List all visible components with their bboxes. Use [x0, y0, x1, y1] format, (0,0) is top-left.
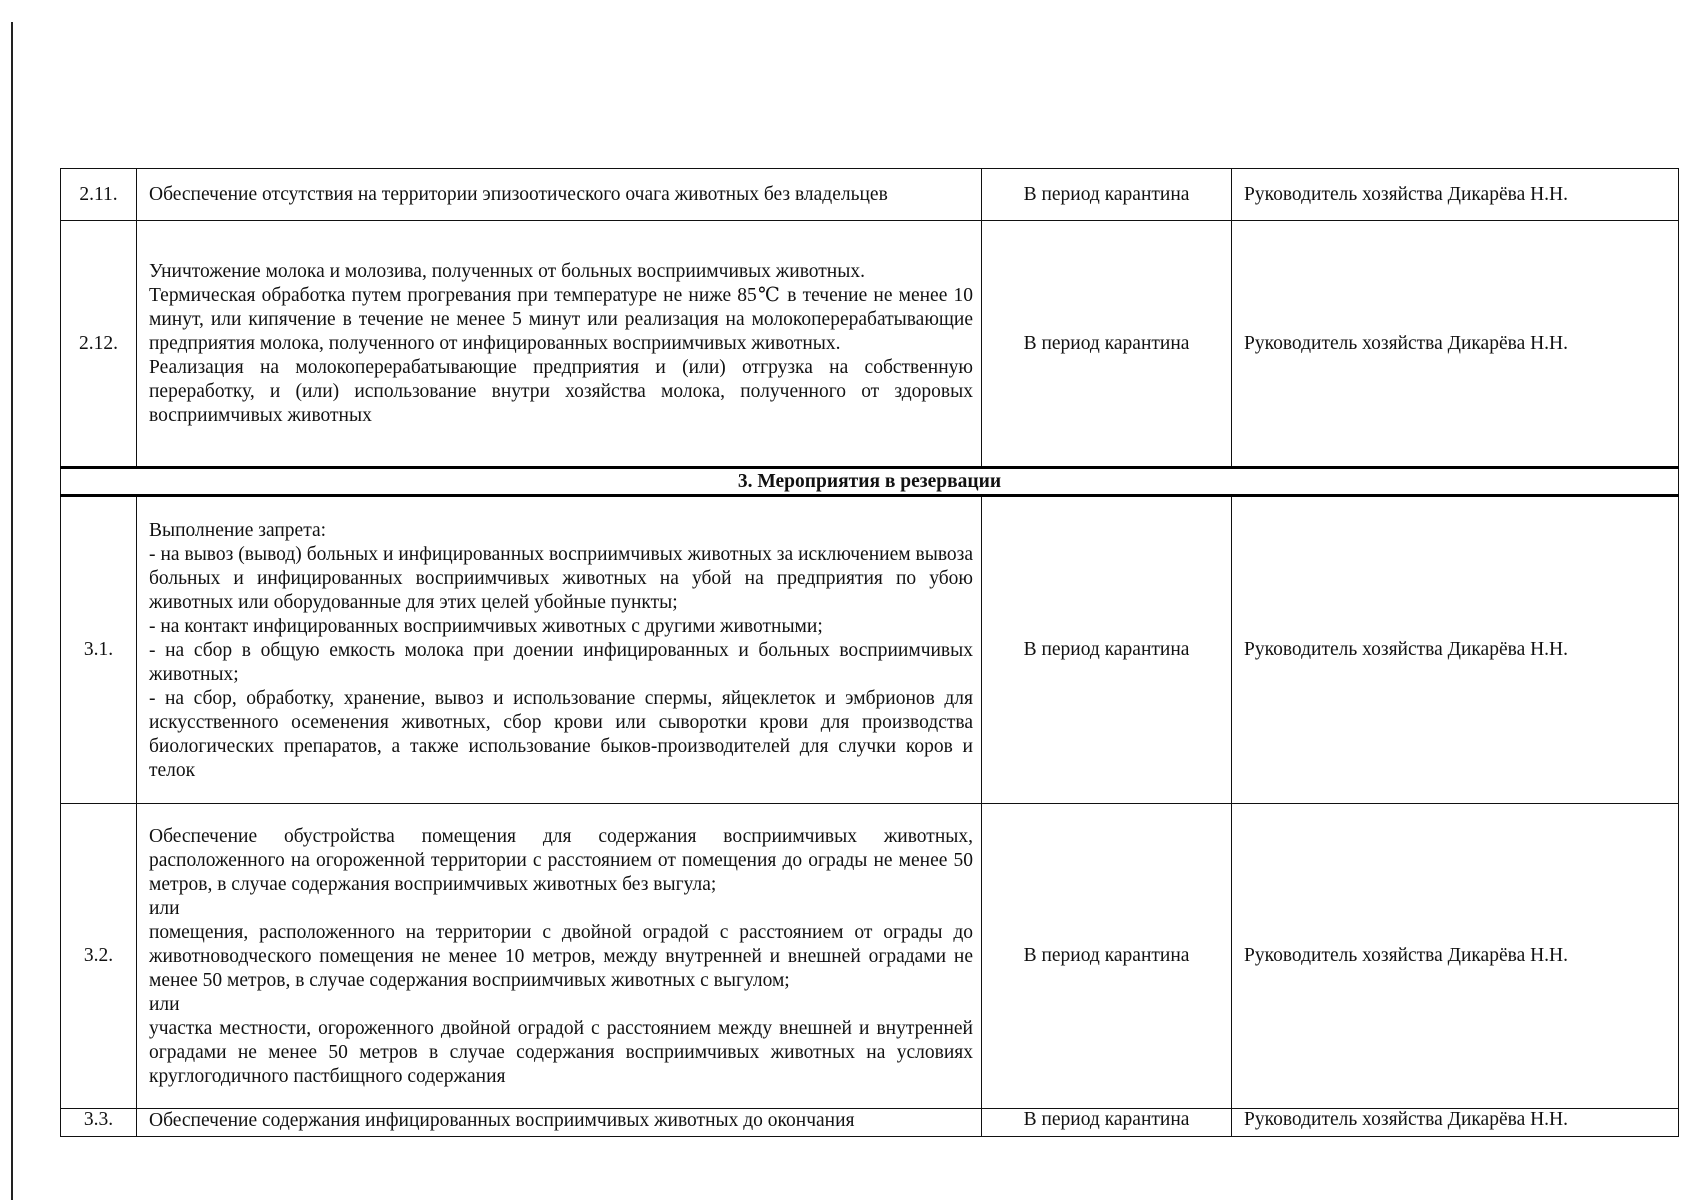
responsible-cell: Руководитель хозяйства Дикарёва Н.Н. [1232, 221, 1679, 468]
row-number: 3.3. [61, 1109, 137, 1137]
measure-paragraph: - на сбор, обработку, хранение, вывоз и использование спермы, яйцеклеток и эмбрионов для искусственного осеменения животных, сбор крови или сыворотки крови для производства биологических препаратов, а также использование быков-производителей для случки коров и телок [149, 687, 973, 781]
table-row-3-2 [61, 804, 1679, 1109]
measure-paragraph: участка местности, огороженного двойной оградой с расстоянием между внешней и внутренней оградами не менее 50 метров в случае содержания восприимчивых животных на условиях круглогодичного пастбищного содержания [149, 1017, 973, 1087]
table-row-2-12 [61, 221, 1679, 468]
measure-description [137, 496, 982, 804]
measure-paragraph: Обеспечение содержания инфицированных восприимчивых животных до окончания [149, 1110, 855, 1131]
measure-paragraph: - на вывоз (вывод) больных и инфицированных восприимчивых животных за исключением вывоза больных и инфицированных восприимчивых животных на убой на предприятия по убою животных или оборудованные для этих целей убойные пункты; [149, 543, 973, 613]
row-number: 2.12. [61, 221, 137, 468]
table-row-3-3 [61, 1109, 1679, 1137]
measure-description [137, 221, 982, 468]
measure-paragraph: помещения, расположенного на территории с двойной оградой с расстоянием от ограды до животноводческого помещения не менее 10 метров, между внутренней и внешней оградами не менее 50 метров, в случае содержания восприимчивых животных с выгулом; [149, 921, 973, 991]
measure-paragraph: Уничтожение молока и молозива, полученных от больных восприимчивых животных. [149, 261, 865, 282]
row-number: 3.2. [61, 804, 137, 1109]
measure-paragraph: - на контакт инфицированных восприимчивых животных с другими животными; [149, 615, 823, 637]
measure-paragraph: или [149, 897, 180, 919]
responsible-cell: Руководитель хозяйства Дикарёва Н.Н. [1232, 804, 1679, 1109]
row-number: 2.11. [61, 169, 137, 221]
deadline-cell: В период карантина [982, 221, 1232, 468]
measure-description [137, 804, 982, 1109]
page-edge-line [11, 22, 13, 1200]
section-heading-row [61, 468, 1679, 496]
row-number: 3.1. [61, 496, 137, 804]
table-row-3-1 [61, 496, 1679, 804]
deadline-cell: В период карантина [982, 804, 1232, 1109]
measure-paragraph: Выполнение запрета: [149, 519, 327, 541]
deadline-cell: В период карантина [982, 1109, 1232, 1137]
deadline-cell: В период карантина [982, 169, 1232, 221]
measures-table [60, 168, 1679, 1137]
section-title: 3. Мероприятия в резервации [61, 468, 1679, 496]
measure-description [137, 169, 982, 221]
measure-paragraph: - на сбор в общую емкость молока при доении инфицированных и больных восприимчивых животных; [149, 639, 973, 685]
measure-paragraph: Обеспечение отсутствия на территории эпизоотического очага животных без владельцев [149, 184, 888, 205]
table-row-2-11 [61, 169, 1679, 221]
measure-paragraph: или [149, 993, 180, 1015]
responsible-cell: Руководитель хозяйства Дикарёва Н.Н. [1232, 1109, 1679, 1137]
measure-description [137, 1109, 982, 1137]
measure-paragraph: Обеспечение обустройства помещения для содержания восприимчивых животных, расположенного на огороженной территории с расстоянием от помещения до ограды не менее 50 метров, в случае содержания восприимчивых животных без выгула; [149, 825, 973, 895]
deadline-cell: В период карантина [982, 496, 1232, 804]
measure-paragraph: Реализация на молокоперерабатывающие предприятия и (или) отгрузка на собственную переработку, и (или) использование внутри хозяйства молока, полученного от здоровых восприимчивых животных [149, 357, 973, 426]
measure-paragraph: Термическая обработка путем прогревания при температуре не ниже 85℃ в течение не менее 10 минут, или кипячение в течение не менее 5 минут или реализация на молокоперерабатывающие предприятия молока, полученного от инфицированных восприимчивых животных. [149, 285, 973, 354]
responsible-cell: Руководитель хозяйства Дикарёва Н.Н. [1232, 496, 1679, 804]
responsible-cell: Руководитель хозяйства Дикарёва Н.Н. [1232, 169, 1679, 221]
